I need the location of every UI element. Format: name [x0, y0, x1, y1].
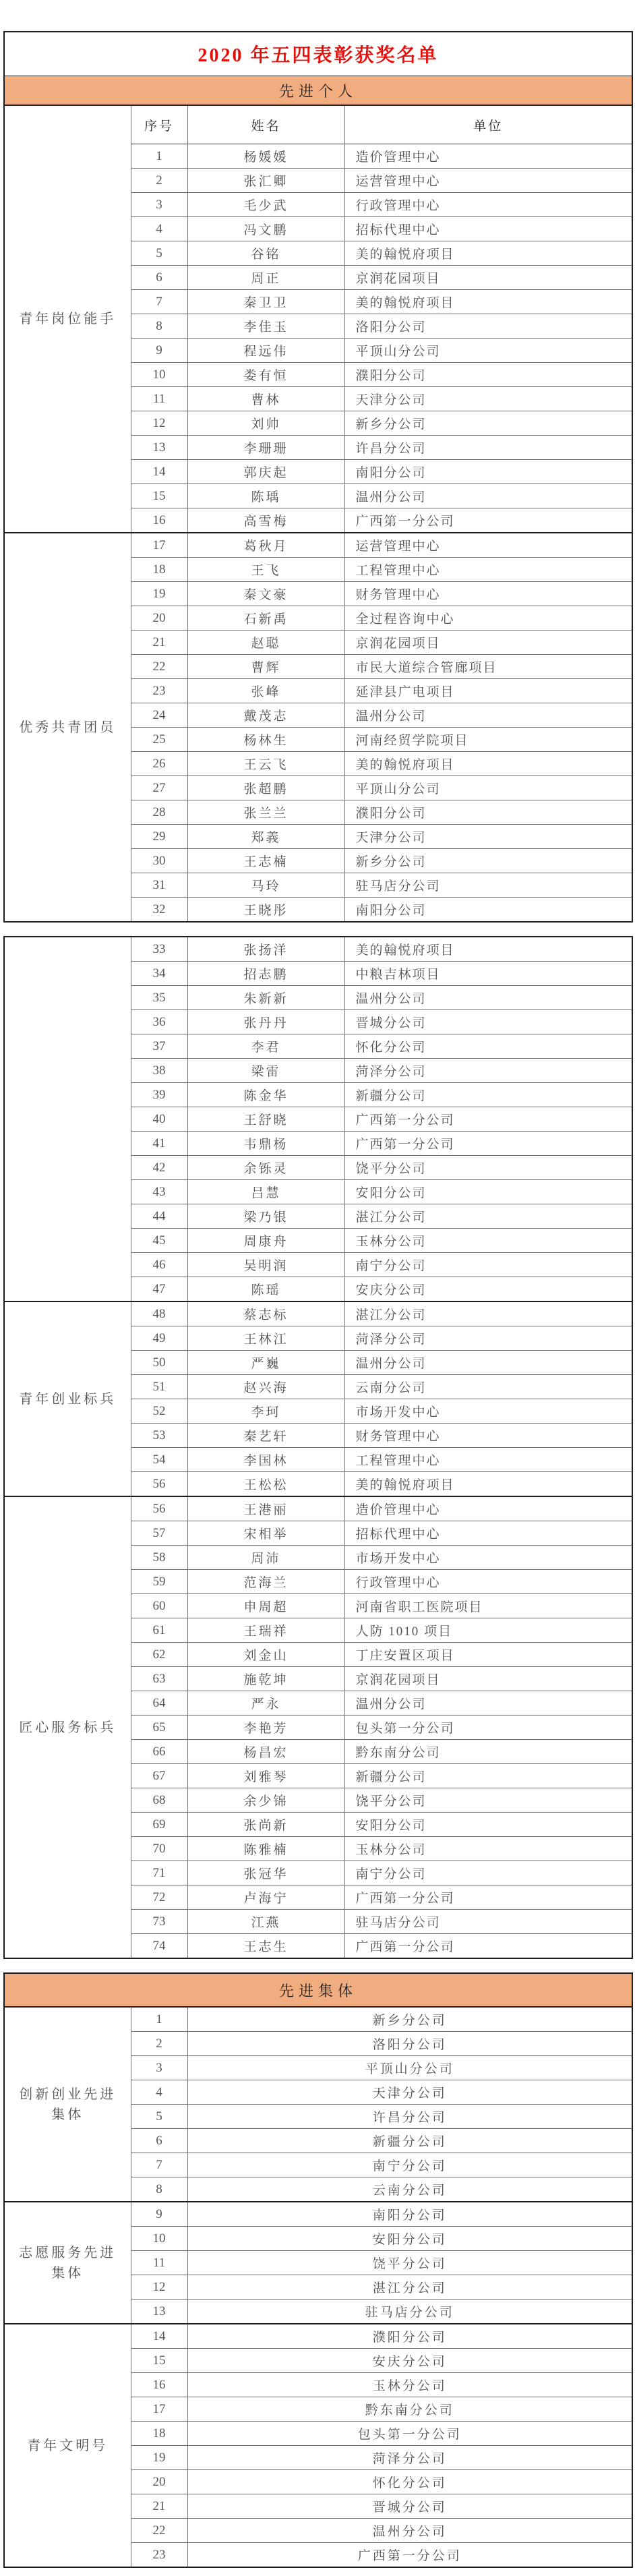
unit-cell: 菏泽分公司 [344, 1059, 632, 1083]
unit-cell: 平顶山分公司 [187, 2056, 632, 2080]
column-header-cell: 序号 [131, 105, 187, 144]
unit-cell: 新疆分公司 [344, 1764, 632, 1788]
name-cell: 王林江 [187, 1326, 344, 1351]
table-row [4, 937, 632, 962]
seq-cell: 21 [131, 631, 187, 655]
seq-cell: 27 [131, 776, 187, 800]
seq-cell: 23 [131, 2543, 187, 2568]
unit-cell: 湛江分公司 [344, 1301, 632, 1326]
unit-cell: 广西第一分公司 [344, 1132, 632, 1156]
seq-cell: 2 [131, 169, 187, 193]
table-row [4, 2324, 632, 2349]
name-cell: 吴明润 [187, 1253, 344, 1277]
seq-cell: 26 [131, 752, 187, 776]
seq-cell: 9 [131, 339, 187, 363]
name-cell: 王志楠 [187, 849, 344, 873]
name-cell: 韦鼎杨 [187, 1132, 344, 1156]
name-cell: 王港丽 [187, 1496, 344, 1521]
seq-cell: 24 [131, 703, 187, 728]
seq-cell: 52 [131, 1399, 187, 1424]
unit-cell: 饶平分公司 [344, 1788, 632, 1813]
seq-cell: 7 [131, 290, 187, 314]
name-cell: 刘帅 [187, 411, 344, 436]
seq-cell: 18 [131, 558, 187, 582]
seq-cell: 39 [131, 1083, 187, 1107]
name-cell: 余少锦 [187, 1788, 344, 1813]
name-cell: 施乾坤 [187, 1667, 344, 1691]
unit-cell: 洛阳分公司 [344, 314, 632, 339]
unit-cell: 安阳分公司 [344, 1180, 632, 1204]
seq-cell: 42 [131, 1156, 187, 1180]
name-cell: 梁雷 [187, 1059, 344, 1083]
unit-cell: 美的翰悦府项目 [344, 290, 632, 314]
seq-cell: 53 [131, 1424, 187, 1448]
name-cell: 曹林 [187, 387, 344, 411]
unit-cell: 安阳分公司 [344, 1813, 632, 1837]
seq-cell: 38 [131, 1059, 187, 1083]
name-cell: 陈瑶 [187, 1277, 344, 1302]
seq-cell: 30 [131, 849, 187, 873]
unit-cell: 玉林分公司 [344, 1837, 632, 1861]
title-row [4, 32, 632, 76]
seq-cell: 63 [131, 1667, 187, 1691]
seq-cell: 59 [131, 1570, 187, 1594]
name-cell: 戴茂志 [187, 703, 344, 728]
name-cell: 张冠华 [187, 1861, 344, 1885]
seq-cell: 57 [131, 1521, 187, 1546]
unit-cell: 温州分公司 [187, 2519, 632, 2543]
unit-cell: 运营管理中心 [344, 533, 632, 558]
unit-cell: 驻马店分公司 [344, 873, 632, 898]
seq-cell: 68 [131, 1788, 187, 1813]
unit-cell: 招标代理中心 [344, 1521, 632, 1546]
seq-cell: 10 [131, 2227, 187, 2251]
name-cell: 朱新新 [187, 986, 344, 1010]
seq-cell: 58 [131, 1546, 187, 1570]
seq-cell: 9 [131, 2202, 187, 2227]
seq-cell: 37 [131, 1034, 187, 1059]
name-cell: 郑義 [187, 825, 344, 849]
unit-cell: 全过程咨询中心 [344, 606, 632, 631]
seq-cell: 65 [131, 1716, 187, 1740]
seq-cell: 8 [131, 2177, 187, 2202]
seq-cell: 51 [131, 1375, 187, 1399]
unit-cell: 天津分公司 [344, 387, 632, 411]
name-cell: 招志鹏 [187, 962, 344, 986]
name-cell: 李珊珊 [187, 436, 344, 460]
seq-cell: 1 [131, 144, 187, 169]
seq-cell: 11 [131, 2251, 187, 2275]
seq-cell: 20 [131, 2470, 187, 2494]
seq-cell: 74 [131, 1934, 187, 1959]
name-cell: 周康舟 [187, 1229, 344, 1253]
table-row [4, 2202, 632, 2227]
seq-cell: 17 [131, 2397, 187, 2422]
seq-cell: 22 [131, 2519, 187, 2543]
name-cell: 刘雅琴 [187, 1764, 344, 1788]
unit-cell: 南阳分公司 [344, 460, 632, 484]
seq-cell: 61 [131, 1618, 187, 1643]
collectives-section-band [4, 1973, 632, 2007]
unit-cell: 饶平分公司 [187, 2251, 632, 2275]
seq-cell: 7 [131, 2153, 187, 2177]
column-header-row [4, 105, 632, 144]
unit-cell: 菏泽分公司 [187, 2446, 632, 2470]
unit-cell: 怀化分公司 [187, 2470, 632, 2494]
unit-cell: 驻马店分公司 [344, 1910, 632, 1934]
unit-cell: 河南省职工医院项目 [344, 1594, 632, 1618]
unit-cell: 包头第一分公司 [344, 1716, 632, 1740]
seq-cell: 15 [131, 484, 187, 508]
name-cell: 曹辉 [187, 655, 344, 679]
name-cell: 马玲 [187, 873, 344, 898]
unit-cell: 濮阳分公司 [187, 2324, 632, 2349]
name-cell: 王瑞祥 [187, 1618, 344, 1643]
seq-cell: 14 [131, 460, 187, 484]
unit-cell: 美的翰悦府项目 [344, 1472, 632, 1497]
seq-cell: 40 [131, 1107, 187, 1132]
unit-cell: 许昌分公司 [344, 436, 632, 460]
unit-cell: 安庆分公司 [344, 1277, 632, 1302]
unit-cell: 南阳分公司 [344, 898, 632, 923]
seq-cell: 47 [131, 1277, 187, 1302]
seq-cell: 34 [131, 962, 187, 986]
unit-cell: 黔东南分公司 [344, 1740, 632, 1764]
seq-cell: 46 [131, 1253, 187, 1277]
document-page [3, 31, 632, 2568]
unit-cell: 菏泽分公司 [344, 1326, 632, 1351]
unit-cell: 工程管理中心 [344, 1448, 632, 1472]
name-cell: 王云飞 [187, 752, 344, 776]
category-cell: 青年创业标兵 [4, 1301, 131, 1496]
unit-cell: 京润花园项目 [344, 266, 632, 290]
name-cell: 李珂 [187, 1399, 344, 1424]
unit-cell: 美的翰悦府项目 [344, 752, 632, 776]
name-cell: 周沛 [187, 1546, 344, 1570]
name-cell: 毛少武 [187, 193, 344, 217]
unit-cell: 包头第一分公司 [187, 2422, 632, 2446]
name-cell: 李艳芳 [187, 1716, 344, 1740]
page-title: 2020 年五四表彰获奖名单 [198, 45, 439, 66]
unit-cell: 广西第一分公司 [344, 1885, 632, 1910]
name-cell: 李国林 [187, 1448, 344, 1472]
seq-cell: 41 [131, 1132, 187, 1156]
category-cell: 匠心服务标兵 [4, 1496, 131, 1958]
seq-cell: 5 [131, 2105, 187, 2129]
collectives-section-label: 先进集体 [4, 1973, 632, 2007]
name-cell: 范海兰 [187, 1570, 344, 1594]
unit-cell: 洛阳分公司 [187, 2032, 632, 2056]
unit-cell: 美的翰悦府项目 [344, 241, 632, 266]
name-cell: 江燕 [187, 1910, 344, 1934]
name-cell: 王舒晓 [187, 1107, 344, 1132]
seq-cell: 62 [131, 1643, 187, 1667]
name-cell: 石新禹 [187, 606, 344, 631]
individuals-section-band [4, 76, 632, 106]
seq-cell: 4 [131, 2080, 187, 2105]
unit-cell: 广西第一分公司 [344, 1934, 632, 1959]
unit-cell: 广西第一分公司 [187, 2543, 632, 2568]
seq-cell: 45 [131, 1229, 187, 1253]
unit-cell: 新疆分公司 [187, 2129, 632, 2153]
seq-cell: 48 [131, 1301, 187, 1326]
name-cell: 李佳玉 [187, 314, 344, 339]
seq-cell: 54 [131, 1448, 187, 1472]
seq-cell: 19 [131, 582, 187, 606]
unit-cell: 湛江分公司 [344, 1204, 632, 1229]
unit-cell: 黔东南分公司 [187, 2397, 632, 2422]
name-cell: 程远伟 [187, 339, 344, 363]
seq-cell: 56 [131, 1472, 187, 1497]
seq-cell: 28 [131, 800, 187, 825]
unit-cell: 许昌分公司 [187, 2105, 632, 2129]
seq-cell: 20 [131, 606, 187, 631]
seq-cell: 19 [131, 2446, 187, 2470]
seq-cell: 16 [131, 2373, 187, 2397]
seq-cell: 70 [131, 1837, 187, 1861]
unit-cell: 造价管理中心 [344, 1496, 632, 1521]
unit-cell: 安庆分公司 [187, 2349, 632, 2373]
seq-cell: 56 [131, 1496, 187, 1521]
name-cell: 杨昌宏 [187, 1740, 344, 1764]
unit-cell: 河南经贸学院项目 [344, 728, 632, 752]
seq-cell: 3 [131, 2056, 187, 2080]
unit-cell: 温州分公司 [344, 484, 632, 508]
seq-cell: 16 [131, 508, 187, 533]
unit-cell: 广西第一分公司 [344, 508, 632, 533]
unit-cell: 玉林分公司 [344, 1229, 632, 1253]
name-cell: 张尚新 [187, 1813, 344, 1837]
name-cell: 郭庆起 [187, 460, 344, 484]
seq-cell: 67 [131, 1764, 187, 1788]
unit-cell: 安阳分公司 [187, 2227, 632, 2251]
unit-cell: 行政管理中心 [344, 193, 632, 217]
seq-cell: 73 [131, 1910, 187, 1934]
name-cell: 秦文豪 [187, 582, 344, 606]
seq-cell: 29 [131, 825, 187, 849]
unit-cell: 人防 1010 项目 [344, 1618, 632, 1643]
unit-cell: 天津分公司 [344, 825, 632, 849]
name-cell: 陈瑀 [187, 484, 344, 508]
seq-cell: 2 [131, 2032, 187, 2056]
unit-cell: 濮阳分公司 [344, 800, 632, 825]
seq-cell: 50 [131, 1351, 187, 1375]
unit-cell: 财务管理中心 [344, 1424, 632, 1448]
name-cell: 李君 [187, 1034, 344, 1059]
seq-cell: 4 [131, 217, 187, 241]
seq-cell: 6 [131, 266, 187, 290]
unit-cell: 怀化分公司 [344, 1034, 632, 1059]
table-row [4, 1496, 632, 1521]
unit-cell: 运营管理中心 [344, 169, 632, 193]
name-cell: 申周超 [187, 1594, 344, 1618]
table-row [4, 2007, 632, 2032]
seq-cell: 6 [131, 2129, 187, 2153]
seq-cell: 71 [131, 1861, 187, 1885]
seq-cell: 31 [131, 873, 187, 898]
category-cell: 青年文明号 [4, 2324, 131, 2567]
seq-cell: 18 [131, 2422, 187, 2446]
unit-cell: 晋城分公司 [344, 1010, 632, 1034]
name-cell: 张丹丹 [187, 1010, 344, 1034]
unit-cell: 温州分公司 [344, 986, 632, 1010]
name-cell: 张超鹏 [187, 776, 344, 800]
name-cell: 王志生 [187, 1934, 344, 1959]
name-cell: 卢海宁 [187, 1885, 344, 1910]
column-header-cell: 姓名 [187, 105, 344, 144]
table-row [4, 1301, 632, 1326]
seq-cell: 10 [131, 363, 187, 387]
unit-cell: 广西第一分公司 [344, 1107, 632, 1132]
name-cell: 王松松 [187, 1472, 344, 1497]
name-cell: 高雪梅 [187, 508, 344, 533]
name-cell: 杨林生 [187, 728, 344, 752]
unit-cell: 濮阳分公司 [344, 363, 632, 387]
unit-cell: 温州分公司 [344, 703, 632, 728]
seq-cell: 5 [131, 241, 187, 266]
seq-cell: 11 [131, 387, 187, 411]
seq-cell: 64 [131, 1691, 187, 1716]
seq-cell: 13 [131, 2300, 187, 2324]
unit-cell: 平顶山分公司 [344, 339, 632, 363]
category-cell [4, 937, 131, 1301]
name-cell: 严巍 [187, 1351, 344, 1375]
name-cell: 杨媛媛 [187, 144, 344, 169]
seq-cell: 49 [131, 1326, 187, 1351]
category-cell: 创新创业先进集体 [4, 2007, 131, 2202]
seq-cell: 12 [131, 2275, 187, 2300]
seq-cell: 1 [131, 2007, 187, 2032]
name-cell: 宋相举 [187, 1521, 344, 1546]
unit-cell: 丁庄安置区项目 [344, 1643, 632, 1667]
seq-cell: 22 [131, 655, 187, 679]
seq-cell: 13 [131, 436, 187, 460]
seq-cell: 60 [131, 1594, 187, 1618]
seq-cell: 35 [131, 986, 187, 1010]
unit-cell: 美的翰悦府项目 [344, 937, 632, 962]
unit-cell: 新疆分公司 [344, 1083, 632, 1107]
name-cell: 余铄灵 [187, 1156, 344, 1180]
seq-cell: 32 [131, 898, 187, 923]
seq-cell: 25 [131, 728, 187, 752]
unit-cell: 财务管理中心 [344, 582, 632, 606]
unit-cell: 饶平分公司 [344, 1156, 632, 1180]
name-cell: 张汇卿 [187, 169, 344, 193]
name-cell: 冯文鹏 [187, 217, 344, 241]
name-cell: 张兰兰 [187, 800, 344, 825]
collectives-table [3, 1972, 633, 2568]
unit-cell: 南宁分公司 [344, 1861, 632, 1885]
name-cell: 周正 [187, 266, 344, 290]
unit-cell: 云南分公司 [187, 2177, 632, 2202]
unit-cell: 南阳分公司 [187, 2202, 632, 2227]
unit-cell: 新乡分公司 [344, 411, 632, 436]
column-header-cell: 单位 [344, 105, 632, 144]
name-cell: 刘金山 [187, 1643, 344, 1667]
unit-cell: 平顶山分公司 [344, 776, 632, 800]
individuals-table-part1 [3, 31, 633, 923]
seq-cell: 36 [131, 1010, 187, 1034]
unit-cell: 新乡分公司 [344, 849, 632, 873]
name-cell: 王飞 [187, 558, 344, 582]
name-cell: 秦卫卫 [187, 290, 344, 314]
unit-cell: 云南分公司 [344, 1375, 632, 1399]
name-cell: 王晓彤 [187, 898, 344, 923]
unit-cell: 温州分公司 [344, 1351, 632, 1375]
name-cell: 赵聪 [187, 631, 344, 655]
seq-cell: 8 [131, 314, 187, 339]
individuals-table-part2 [3, 936, 633, 1959]
seq-cell: 72 [131, 1885, 187, 1910]
name-cell: 张扬洋 [187, 937, 344, 962]
seq-cell: 3 [131, 193, 187, 217]
unit-cell: 京润花园项目 [344, 1667, 632, 1691]
name-cell: 严永 [187, 1691, 344, 1716]
seq-cell: 23 [131, 679, 187, 703]
seq-cell: 12 [131, 411, 187, 436]
unit-cell: 温州分公司 [344, 1691, 632, 1716]
unit-cell: 南宁分公司 [187, 2153, 632, 2177]
unit-cell: 工程管理中心 [344, 558, 632, 582]
name-cell: 陈金华 [187, 1083, 344, 1107]
seq-cell: 69 [131, 1813, 187, 1837]
unit-cell: 南宁分公司 [344, 1253, 632, 1277]
name-cell: 张峰 [187, 679, 344, 703]
unit-cell: 市场开发中心 [344, 1546, 632, 1570]
unit-cell: 湛江分公司 [187, 2275, 632, 2300]
seq-cell: 66 [131, 1740, 187, 1764]
unit-cell: 新乡分公司 [187, 2007, 632, 2032]
unit-cell: 造价管理中心 [344, 144, 632, 169]
unit-cell: 京润花园项目 [344, 631, 632, 655]
name-cell: 娄有恒 [187, 363, 344, 387]
unit-cell: 行政管理中心 [344, 1570, 632, 1594]
name-cell: 蔡志标 [187, 1301, 344, 1326]
unit-cell: 延津县广电项目 [344, 679, 632, 703]
name-cell: 陈雅楠 [187, 1837, 344, 1861]
unit-cell: 招标代理中心 [344, 217, 632, 241]
unit-cell: 市场开发中心 [344, 1399, 632, 1424]
unit-cell: 晋城分公司 [187, 2494, 632, 2519]
seq-cell: 21 [131, 2494, 187, 2519]
name-cell: 谷铭 [187, 241, 344, 266]
category-cell: 青年岗位能手 [4, 105, 131, 533]
unit-cell: 市民大道综合管廊项目 [344, 655, 632, 679]
seq-cell: 44 [131, 1204, 187, 1229]
seq-cell: 33 [131, 937, 187, 962]
name-cell: 赵兴海 [187, 1375, 344, 1399]
unit-cell: 玉林分公司 [187, 2373, 632, 2397]
category-cell: 优秀共青团员 [4, 533, 131, 922]
name-cell: 秦艺轩 [187, 1424, 344, 1448]
unit-cell: 天津分公司 [187, 2080, 632, 2105]
category-cell: 志愿服务先进集体 [4, 2202, 131, 2324]
name-cell: 梁乃银 [187, 1204, 344, 1229]
unit-cell: 驻马店分公司 [187, 2300, 632, 2324]
seq-cell: 15 [131, 2349, 187, 2373]
unit-cell: 中粮吉林项目 [344, 962, 632, 986]
seq-cell: 17 [131, 533, 187, 558]
name-cell: 葛秋月 [187, 533, 344, 558]
seq-cell: 14 [131, 2324, 187, 2349]
individuals-section-label: 先进个人 [4, 76, 632, 106]
name-cell: 吕慧 [187, 1180, 344, 1204]
table-row [4, 533, 632, 558]
seq-cell: 43 [131, 1180, 187, 1204]
